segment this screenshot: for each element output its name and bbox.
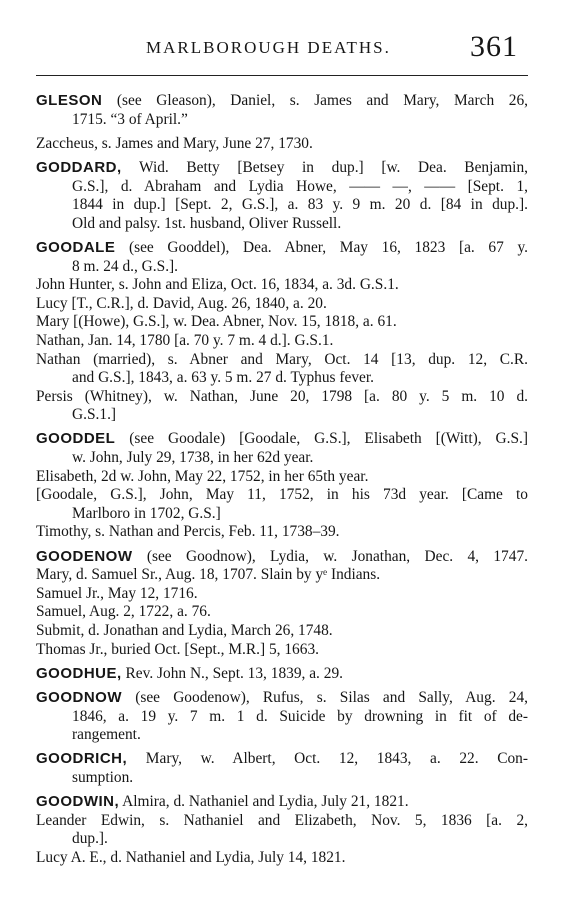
record-text: sumption. [72, 768, 134, 786]
record-text: Old and palsy. 1st. husband, Oliver Russell. [72, 214, 342, 232]
record-line [36, 585, 528, 604]
header-rule [36, 75, 528, 76]
record-entry [36, 159, 528, 233]
record-text: Lucy A. E., d. Nathaniel and Lydia, July 14, 1821. [36, 848, 346, 866]
record-line [36, 313, 528, 332]
record-line [36, 769, 528, 788]
record-line [36, 603, 528, 622]
record-line [36, 239, 528, 258]
surname-heading: GOODWIN, [36, 793, 120, 811]
record-text: Samuel Jr., May 12, 1716. [36, 584, 198, 602]
record-line [36, 92, 528, 111]
record-line [36, 566, 528, 585]
record-line [36, 159, 528, 178]
record-line [36, 430, 528, 449]
record-line [36, 708, 528, 727]
record-text: Samuel, Aug. 2, 1722, a. 76. [36, 603, 211, 621]
record-entry [36, 548, 528, 660]
death-records-list [36, 92, 528, 873]
record-line [36, 523, 528, 542]
record-text: Nathan (married), s. Abner and Mary, Oct. 14 [13, dup. 12, C.R. [36, 350, 528, 368]
record-line [36, 830, 528, 849]
record-line [36, 406, 528, 425]
surname-heading: GOODRICH, [36, 750, 128, 768]
record-text: G.S.1.] [72, 406, 117, 424]
record-line [36, 641, 528, 660]
record-text: Timothy, s. Nathan and Percis, Feb. 11, 1738–39. [36, 523, 340, 541]
record-line [36, 486, 528, 505]
record-line [36, 369, 528, 388]
record-line [36, 548, 528, 567]
page-number: 361 [470, 30, 518, 63]
record-text: Zaccheus, s. James and Mary, June 27, 1730. [36, 134, 313, 152]
record-entry [36, 793, 528, 867]
record-line [36, 295, 528, 314]
record-line [36, 665, 528, 684]
record-text: and G.S.], 1843, a. 63 y. 5 m. 27 d. Typhus fever. [72, 369, 375, 387]
record-text: 8 m. 24 d., G.S.]. [72, 257, 179, 275]
record-line [36, 111, 528, 130]
record-line [36, 750, 528, 769]
record-line [36, 178, 528, 197]
record-text: w. John, July 29, 1738, in her 62d year. [72, 449, 314, 467]
surname-heading: GOODENOW [36, 547, 133, 565]
record-line [36, 332, 528, 351]
record-text: John Hunter, s. John and Eliza, Oct. 16, 1834, a. 3d. G.S.1. [36, 276, 399, 294]
record-entry [36, 92, 528, 129]
record-text: Rev. John N., Sept. 13, 1839, a. 29. [121, 664, 343, 682]
record-text: 1844 in dup.] [Sept. 2, G.S.], a. 83 y. 9 m. 20 d. [84 in dup.]. [72, 196, 528, 214]
record-line [36, 276, 528, 295]
record-line [36, 258, 528, 277]
record-text: 1846, a. 19 y. 7 m. 1 d. Suicide by drowning in fit of de- [72, 707, 528, 725]
record-line [36, 812, 528, 831]
record-entry [36, 239, 528, 425]
record-text: Mary, w. Albert, Oct. 12, 1843, a. 22. Con- [127, 750, 528, 768]
record-entry [36, 750, 528, 787]
record-line [36, 622, 528, 641]
surname-heading: GOODDEL [36, 430, 116, 448]
record-line [36, 351, 528, 370]
record-line [36, 689, 528, 708]
record-text: (see Gleason), Daniel, s. James and Mary, March 26, [102, 92, 528, 109]
running-title: MARLBOROUGH DEATHS. [146, 38, 391, 57]
record-text: Leander Edwin, s. Nathaniel and Elizabeth, Nov. 5, 1836 [a. 2, [36, 811, 528, 829]
record-text: Nathan, Jan. 14, 1780 [a. 70 y. 7 m. 4 d.]. G.S.1. [36, 331, 334, 349]
record-text: (see Goodenow), Rufus, s. Silas and Sally, Aug. 24, [122, 688, 528, 706]
record-text: G.S.], d. Abraham and Lydia Howe, —— —, —— [Sept. 1, [72, 177, 528, 195]
record-line [36, 468, 528, 487]
record-text: (see Goodnow), Lydia, w. Jonathan, Dec. 4, 1747. [132, 547, 528, 565]
record-text: Mary [(Howe), G.S.], w. Dea. Abner, Nov. 15, 1818, a. 61. [36, 313, 397, 331]
surname-heading: GODDARD, [36, 158, 122, 176]
record-entry [36, 689, 528, 745]
record-text: Submit, d. Jonathan and Lydia, March 26, 1748. [36, 622, 333, 639]
record-line [36, 388, 528, 407]
record-line [36, 793, 528, 812]
record-line [36, 135, 528, 154]
record-line [36, 449, 528, 468]
record-text: Persis (Whitney), w. Nathan, June 20, 1798 [a. 80 y. 5 m. 10 d. [36, 387, 528, 405]
record-text: dup.]. [72, 830, 108, 848]
record-text: Wid. Betty [Betsey in dup.] [w. Dea. Benjamin, [121, 158, 528, 176]
record-text: Marlboro in 1702, G.S.] [72, 504, 221, 522]
record-text: [Goodale, G.S.], John, May 11, 1752, in his 73d year. [Came to [36, 486, 528, 504]
record-text: (see Gooddel), Dea. Abner, May 16, 1823 [a. 67 y. [115, 238, 528, 256]
record-line [36, 505, 528, 524]
surname-heading: GOODALE [36, 238, 116, 256]
record-text: Thomas Jr., buried Oct. [Sept., M.R.] 5, 1663. [36, 640, 319, 658]
record-text: Elisabeth, 2d w. John, May 22, 1752, in her 65th year. [36, 467, 369, 485]
surname-heading: GLESON [36, 92, 103, 109]
record-entry [36, 135, 528, 154]
record-text: Mary, d. Samuel Sr., Aug. 18, 1707. Slain by yᵉ Indians. [36, 566, 381, 584]
surname-heading: GOODHUE, [36, 664, 122, 682]
record-text: 1715. “3 of April.” [72, 110, 188, 128]
surname-heading: GOODNOW [36, 688, 122, 706]
record-line [36, 215, 528, 234]
record-entry [36, 430, 528, 542]
record-text: Almira, d. Nathaniel and Lydia, July 21, 1821. [119, 793, 409, 811]
record-text: rangement. [72, 726, 141, 744]
record-line [36, 196, 528, 215]
record-line [36, 726, 528, 745]
record-text: (see Goodale) [Goodale, G.S.], Elisabeth [(Witt), G.S.] [115, 430, 528, 448]
record-line [36, 849, 528, 868]
record-text: Lucy [T., C.R.], d. David, Aug. 26, 1840, a. 20. [36, 294, 327, 312]
running-header [0, 30, 567, 74]
record-entry [36, 665, 528, 684]
